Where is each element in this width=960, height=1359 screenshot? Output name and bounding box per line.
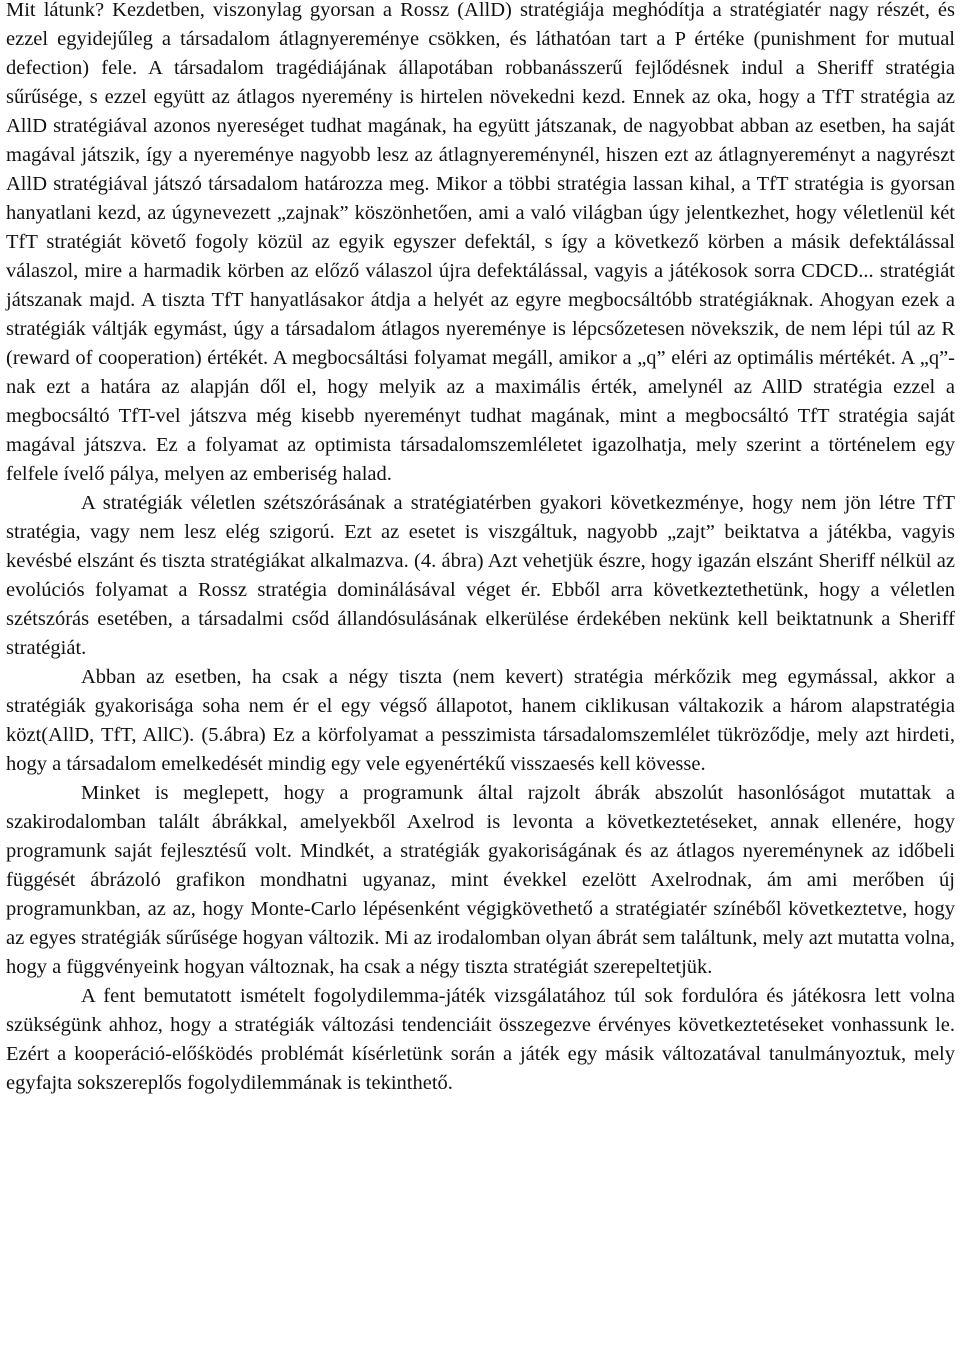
paragraph-3: Abban az esetben, ha csak a négy tiszta (nem kevert) stratégia mérkőzik meg egymással, akkor a stratégiák gyakorisága soha nem ér el egy végső állapotot, hanem ciklikusan váltakozik a három alapstratégia közt(AllD, TfT, AllC). (5.ábra) Ez a körfolyamat a pesszimista társadalomszemlélet tükröződje, mely azt hirdeti, hogy a társadalom emelkedését mindig egy vele egyenértékű visszaesés kell kövesse. (6, 666, 955, 775)
paragraph-5: A fent bemutatott ismételt fogolydilemma-játék vizsgálatához túl sok fordulóra és játékosra lett volna szükségünk ahhoz, hogy a stratégiák változási tendenciáit összegezve érvényes következtetéseket vonhassunk le. Ezért a kooperáció-előśködés problémát kísérletünk során a játék egy másik változatával tanulmányoztuk, mely egyfajta sokszereplős fogolydilemmának is tekinthető. (6, 985, 955, 1094)
paragraph-1: Mit látunk? Kezdetben, viszonylag gyorsan a Rossz (AllD) stratégiája meghódítja a stratégiatér nagy részét, és ezzel egyidejűleg a társadalom átlagnyereménye csökken, és láthatóan tart a P értéke (punishment for mutual defection) fele. A társadalom tragédiájának állapotában robbanásszerű fejlődésnek indul a Sheriff stratégia sűrűsége, s ezzel együtt az átlagos nyeremény is hirtelen növekedni kezd. Ennek az oka, hogy a TfT stratégia az AllD stratégiával azonos nyereséget tudhat magának, ha együtt játszanak, de nagyobbat abban az esetben, ha saját magával játszik, így a nyereménye nagyobb lesz az átlagnyereménynél, hiszen ezt az átlagnyereményt a nagyrészt AllD stratégiával játszó társadalom határozza meg. Mikor a többi stratégia lassan kihal, a TfT stratégia is gyorsan hanyatlani kezd, az úgynevezett „zajnak” köszönhetően, ami a való világban úgy jelentkezhet, hogy véletlenül két TfT stratégiát követő fogoly közül az egyik egyszer defektál, s így a következő körben a másik defektálással válaszol, mire a harmadik körben az előző válaszol újra defektálással, vagyis a játékosok sorra CDCD... stratégiát játszanak majd. A tiszta TfT hanyatlásakor átdja a helyét az egyre megbocsáltóbb stratégiáknak. Ahogyan ezek a stratégiák váltják egymást, úgy a társadalom átlagos nyereménye is lépcsőzetesen növekszik, de nem lépi túl az R (reward of cooperation) értékét. A megbocsáltási folyamat megáll, amikor a „q” eléri az optimális mértékét. A „q”-nak ezt a határa az alapján dől el, hogy melyik az a maximális érték, amelynél az AllD stratégia ezzel a megbocsáltó TfT-vel játszva még kisebb nyereményt tudhat magának, mint a megbocsáltó TfT stratégia saját magával játszva. Ez a folyamat az optimista társadalomszemléletet igazolhatja, mely szerint a történelem egy felfele ívelő pálya, melyen az emberiség halad. (6, 0, 955, 485)
paragraph-4: Minket is meglepett, hogy a programunk által rajzolt ábrák abszolút hasonlóságot mutattak a szakirodalomban talált ábrákkal, amelyekből Axelrod is levonta a következtetéseket, annak ellenére, hogy programunk saját fejlesztésű volt. Mindkét, a stratégiák gyakoriságának és az átlagos nyereménynek az időbeli függését ábrázoló grafikon mondhatni ugyanaz, mint évekkel ezelött Axelrodnak, ám ami merőben új programunkban, az az, hogy Monte-Carlo lépésenként végigkövethető a stratégiatér színéből következtetve, hogy az egyes stratégiák sűrűsége hogyan változik. Mi az irodalomban olyan ábrát sem találtunk, mely azt mutatta volna, hogy a függvényeink hogyan változnak, ha csak a négy tiszta stratégiát szerepeltetjük. (6, 782, 955, 978)
paragraph-2: A stratégiák véletlen szétszórásának a stratégiatérben gyakori következménye, hogy nem jön létre TfT stratégia, vagy nem lesz elég szigorú. Ezt az esetet is viszgáltuk, nagyobb „zajt” beiktatva a játékba, vagyis kevésbé elszánt és tiszta stratégiákat alkalmazva. (4. ábra) Azt vehetjük észre, hogy igazán elszánt Sheriff nélkül az evolúciós folyamat a Rossz stratégia dominálásával véget ér. Ebből arra következtethetünk, hogy a véletlen szétszórás esetében, a társadalmi csőd állandósulásának elkerülése érdekében nekünk kell beiktatnunk a Sheriff stratégiát. (6, 492, 955, 659)
